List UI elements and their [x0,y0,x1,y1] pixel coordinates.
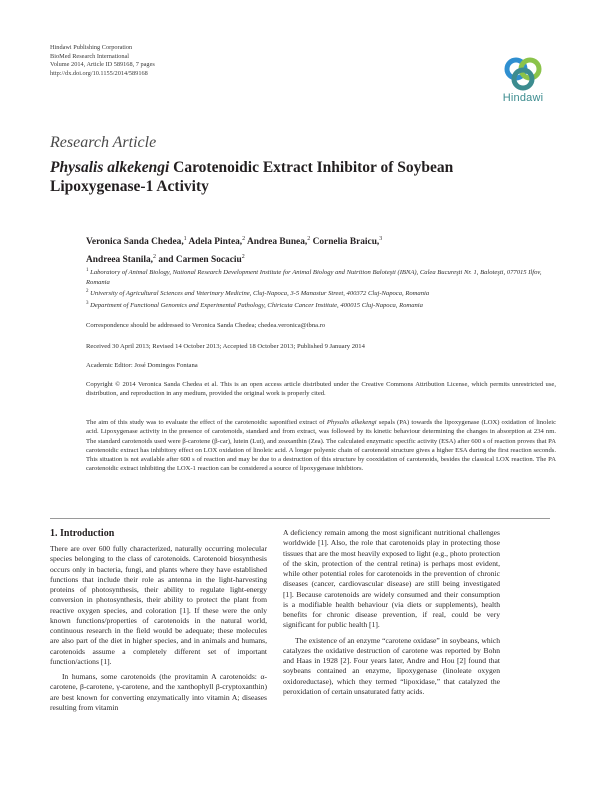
abstract-species: Physalis alkekengi [326,419,377,426]
title-species: Physalis alkekengi [50,159,170,176]
journal-line: Hindawi Publishing Corporation [50,44,133,51]
journal-doi-link[interactable]: http://dx.doi.org/10.1155/2014/589168 [50,69,148,77]
affil-text: University of Agricultural Sciences and Veterinary Medicine, Cluj-Napoca, 3-5 Manastur Street, 400372 Cluj-Napoca, Romania [90,290,430,298]
intro-paragraph: The existence of an enzyme “carotene oxidase” in soybeans, which catalyzes the oxidative destruction of carotene was reported by Bohn and Haas in 1928 [2]. Four years later, Andre and Hou [2] found that soybeans contained an enzyme, lipoxygenase (linoleate oxygen oxidoreductase), which they termed “lipoxidase,” that catalyzed the peroxidation of certain unsaturated fatty acids. [283,635,500,696]
affiliation-item [86,287,556,299]
abstract-text: The aim of this study was to evaluate the effect of the carotenoidic saponified extract of [86,419,327,426]
author-affil-mark: 1 [183,236,187,242]
right-column [283,528,500,697]
affil-number: 3 [86,301,89,307]
publication-dates: Received 30 April 2013; Revised 14 October 2013; Accepted 18 October 2013; Published 9 January 2014 [86,343,365,350]
author-name: Adela Pintea, [188,237,243,248]
section-divider [50,518,550,519]
author-name: Veronica Sanda Chedea, [86,237,184,248]
title-rest: Carotenoidic Extract Inhibitor of Soybean Lipoxygenase-1 Activity [50,159,454,195]
intro-paragraph: There are over 600 fully characterized, naturally occurring molecular species belonging to the class of carotenoids. Carotenoid biosynthesis occurs only in bacteria, fungi, and plants where they have established functions that include their role as antenna in the light-harvesting proteins of photosynthesis, their ability to regulate light-energy conversion in photosynthesis, their ability to protect the plant from reactive oxygen species, and coloration [1]. If these were the only known functions/properties of carotenoids in the natural world, continuous research in the field would be adequate; these molecules are also part of the diet in higher species, and in animals and humans, carotenoids assume a completely different set of important function/actions [1]. [50,544,267,666]
affiliations [86,266,556,311]
affiliation-item [86,266,556,287]
abstract [86,418,556,474]
affiliation-item [86,299,556,311]
hindawi-logo-text: Hindawi [502,92,544,104]
author-affil-mark: 3 [379,236,383,242]
author-list [86,232,526,268]
affil-text: Department of Functional Genomics and Experimental Pathology, Chiricuta Cancer Institute, 400015 Cluj-Napoca, Romania [90,302,423,310]
intro-paragraph: In humans, some carotenoids (the provitamin A carotenoids: α-carotene, β-carotene, γ-carotene, and the xanthophyll β-cryptoxanthin) are best known for converting enzymatically into vitamin A; diseases resulting from vitamin [50,672,267,712]
author-name: Cornelia Braicu, [312,237,380,248]
journal-line: Volume 2014, Article ID 589168, 7 pages [50,61,155,69]
affil-text: Laboratory of Animal Biology, National Research Development Institute for Animal Biology and Nutrition Baloteşti (IBNA), Calea Bucureşti Nr. 1, Baloteşti, 077015 Ilfov, Romania [86,269,542,286]
author-name: Andreea Stanila, [86,255,154,266]
affil-number: 1 [86,268,89,273]
section-heading-introduction: 1. Introduction [50,528,115,539]
author-affil-mark: 2 [242,236,246,242]
author-affil-mark: 2 [241,254,245,261]
correspondence: Correspondence should be addressed to Veronica Sanda Chedea; chedea.veronica@ibna.ro [86,322,326,329]
article-type: Research Article [50,134,157,151]
journal-info [50,44,155,78]
author-affil-mark: 2 [307,236,311,242]
academic-editor: Academic Editor: José Domingos Fontana [86,362,198,369]
left-column [50,544,267,713]
affil-number: 2 [86,289,89,295]
author-name: and Carmen Socaciu [158,255,242,266]
journal-line: BioMed Research International [50,52,130,60]
author-name: Andrea Bunea, [246,237,308,248]
copyright-notice: Copyright © 2014 Veronica Sanda Chedea et al. This is an open access article distributed under the Creative Commons Attribution License, which permits unrestricted use, distribution, and reproduction in any medium, provided the original work is properly cited. [86,381,556,398]
article-title [50,158,510,196]
abstract-text: sepals (PA) towards the lipoxygenase (LOX) oxidation of linoleic acid. Lipoxygenase activity in the presence of carotenoids, standard and from extract, was followed by its kinetic behaviour determining the changes in absorption at 234 nm. The standard carotenoids used were β-carotene (β-car), lutein (Lut), and zeaxanthin (Zea). The calculated enzymatic specific activity (ESA) after 600 s of reaction proves that PA carotenoidic extract has inhibitory effect on LOX oxidation of linoleic acid. A longer polyenic chain of carotenoid structure gives a higher ESA during the first reaction seconds. This situation is not available after 600 s of reaction and may be due to a destruction of this structure by cooxidation of carotenoids, besides the classical LOX reaction. The PA carotenoidic extract inhibiting the LOX-1 reaction can be considered a source of lipoxygenase inhibitors. [86,419,556,473]
author-affil-mark: 2 [153,254,157,261]
intro-paragraph: A deficiency remain among the most significant nutritional challenges worldwide [1]. Also, the role that carotenoids play in protecting those tissues that are the most heavily exposed to light (e.g., photo protection of the skin, protection of the central retina) is perhaps most evident, while other potential roles for carotenoids in the prevention of chronic diseases (cancer, cardiovascular disease) are still being investigated [1]. Because carotenoids are widely consumed and their consumption is a modifiable health behaviour (via diets or supplements), health benefits for chronic disease prevention, if real, could be very significant for public health [1]. [283,528,500,630]
